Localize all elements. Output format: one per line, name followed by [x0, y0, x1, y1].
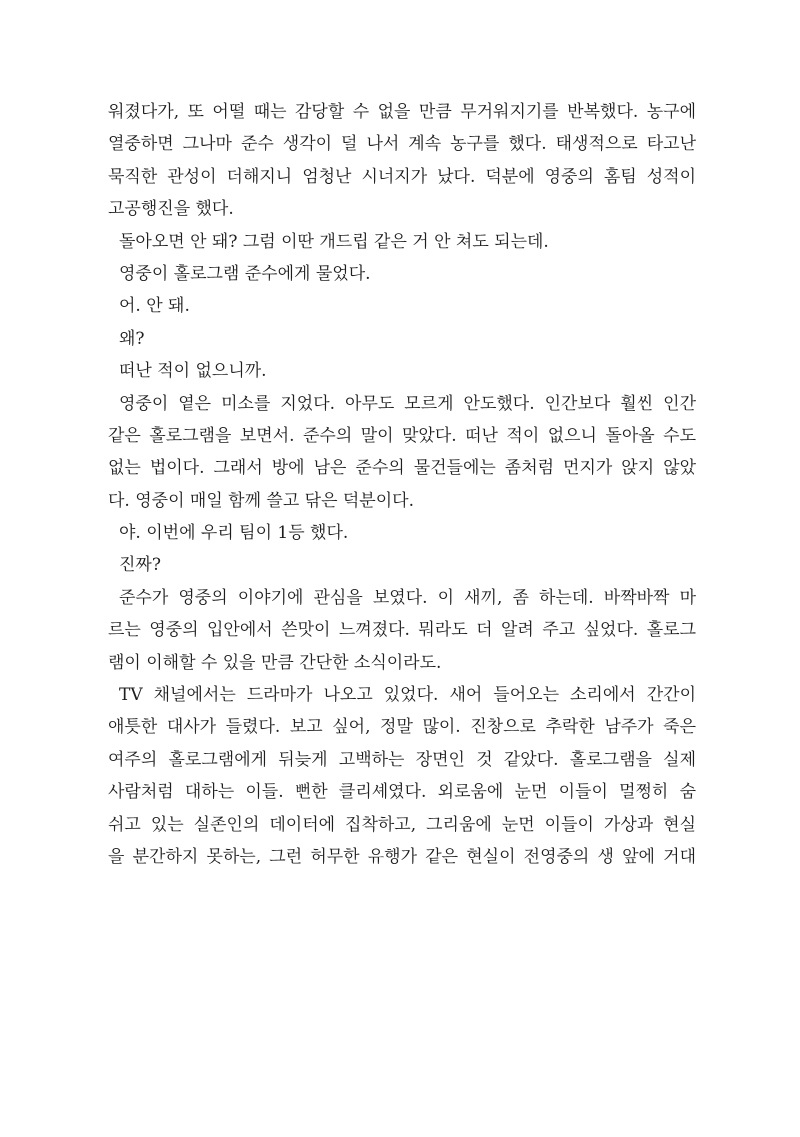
body-text	[108, 96, 696, 873]
text-line: 워졌다가, 또 어떨 때는 감당할 수 없을 만큼 무거워지기를 반복했다. 농구에	[108, 102, 696, 122]
text-line: 진짜?	[119, 555, 161, 576]
text-line: 램이 이해할 수 있을 만큼 간단한 소식이라도.	[108, 652, 442, 673]
text-line: 돌아오면 안 돼? 그럼 이딴 개드립 같은 거 안 쳐도 되는데.	[119, 231, 549, 252]
text-line: TV 채널에서는 드라마가 나오고 있었다. 새어 들어오는 소리에서 간간이	[119, 685, 696, 706]
text-line: 열중하면 그나마 준수 생각이 덜 나서 계속 농구를 했다. 태생적으로 타고난	[108, 134, 696, 155]
text-line: 르는 영중의 입안에서 쓴맛이 느껴졌다. 뭐라도 더 알려 주고 싶었다. 홀로그	[108, 620, 696, 641]
text-line: 왜?	[119, 328, 145, 349]
text-line: 영중이 홀로그램 준수에게 물었다.	[119, 263, 371, 284]
text-line: 사람처럼 대하는 이들. 뻔한 클리셰였다. 외로움에 눈먼 이들이 멀쩡히 숨	[108, 782, 696, 803]
text-line: 떠난 적이 없으니까.	[119, 361, 267, 382]
text-line: 어. 안 돼.	[119, 296, 190, 317]
text-line: 고공행진을 했다.	[108, 199, 234, 220]
text-line: 애틋한 대사가 들렸다. 보고 싶어, 정말 많이. 진창으로 추락한 남주가 죽은	[108, 717, 696, 738]
text-line: 같은 홀로그램을 보면서. 준수의 말이 맞았다. 떠난 적이 없으니 돌아올 수도	[108, 425, 696, 446]
text-line: 준수가 영중의 이야기에 관심을 보였다. 이 새끼, 좀 하는데. 바짝바짝 마	[119, 587, 696, 608]
text-line: 다. 영중이 매일 함께 쓸고 닦은 덕분이다.	[108, 490, 414, 511]
text-line: 을 분간하지 못하는, 그런 허무한 유행가 같은 현실이 전영중의 생 앞에 거대	[108, 846, 696, 867]
text-line: 야. 이번에 우리 팀이 1등 했다.	[119, 523, 349, 544]
text-line: 영중이 옅은 미소를 지었다. 아무도 모르게 안도했다. 인간보다 훨씬 인간	[119, 393, 696, 414]
text-line: 쉬고 있는 실존인의 데이터에 집착하고, 그리움에 눈먼 이들이 가상과 현실	[108, 814, 696, 835]
text-line: 여주의 홀로그램에게 뒤늦게 고백하는 장면인 것 같았다. 홀로그램을 실제	[108, 749, 696, 770]
text-line: 묵직한 관성이 더해지니 엄청난 시너지가 났다. 덕분에 영중의 홈팀 성적이	[108, 166, 696, 187]
text-line: 없는 법이다. 그래서 방에 남은 준수의 물건들에는 좀처럼 먼지가 앉지 않았	[108, 458, 696, 479]
